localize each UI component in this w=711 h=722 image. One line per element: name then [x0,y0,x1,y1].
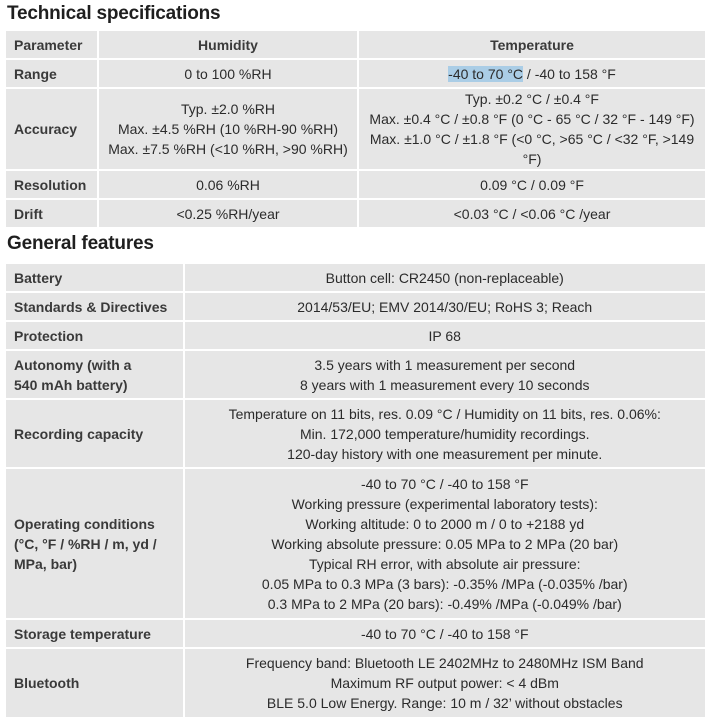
table-row-recording-capacity [6,400,705,467]
bluetooth-value: Frequency band: Bluetooth LE 2402MHz to 2480MHz ISM Band Maximum RF output power: < 4 dBm BLE 5.0 Low Energy. Range: 10 m / 32’ without obstacles [185,649,706,717]
general-features-table [4,262,707,719]
table-row-operating-conditions [6,469,705,618]
header-parameter: Parameter [6,31,97,58]
row-label-recording-capacity: Recording capacity [6,400,183,467]
range-temperature-rest: / -40 to 158 °F [523,65,616,82]
header-temperature: Temperature [359,31,705,58]
resolution-humidity: 0.06 %RH [99,171,357,198]
resolution-temperature: 0.09 °C / 0.09 °F [359,171,705,198]
header-humidity: Humidity [99,31,357,58]
row-label-drift: Drift [6,200,97,227]
drift-humidity: <0.25 %RH/year [99,200,357,227]
row-label-accuracy: Accuracy [6,89,97,169]
table-row-bluetooth [6,649,705,717]
operating-conditions-value: -40 to 70 °C / -40 to 158 °F Working pressure (experimental laboratory tests): Working altitude: 0 to 2000 m / 0 to +2188 yd Working absolute pressure: 0.05 MPa to 2 MPa (20 bar) Typical RH error, with absolute air pressure: 0.05 MPa to 0.3 MPa (3 bars): -0.35% /MPa (-0.035% /bar) 0.3 MPa to 2 MPa (20 bars): -0.49% /MPa (-0.049% /bar) [185,469,706,618]
selected-text-highlight[interactable]: -40 to 70 °C [448,65,524,82]
accuracy-temperature: Typ. ±0.2 °C / ±0.4 °F Max. ±0.4 °C / ±0.8 °F (0 °C - 65 °C / 32 °F - 149 °F) Max. ±1.0 °C / ±1.8 °F (<0 °C, >65 °C / <32 °F, >149 °F) [359,89,705,169]
table-row-range [6,60,705,87]
standards-value: 2014/53/EU; EMV 2014/30/EU; RoHS 3; Reach [185,293,706,320]
table-row-autonomy [6,351,705,398]
table-row-storage-temperature [6,620,705,647]
drift-temperature: <0.03 °C / <0.06 °C /year [359,200,705,227]
row-label-standards: Standards & Directives [6,293,183,320]
row-label-operating-conditions: Operating conditions (°C, °F / %RH / m, yd / MPa, bar) [6,469,183,618]
row-label-range: Range [6,60,97,87]
row-label-bluetooth: Bluetooth [6,649,183,717]
row-label-battery: Battery [6,264,183,291]
table-row-accuracy [6,89,705,169]
table-row-standards [6,293,705,320]
range-humidity: 0 to 100 %RH [99,60,357,87]
general-features-title: General features [7,233,154,254]
accuracy-humidity: Typ. ±2.0 %RH Max. ±4.5 %RH (10 %RH-90 %RH) Max. ±7.5 %RH (<10 %RH, >90 %RH) [99,89,357,169]
row-label-autonomy: Autonomy (with a 540 mAh battery) [6,351,183,398]
table-row-resolution [6,171,705,198]
table-row-protection [6,322,705,349]
table-row-drift [6,200,705,227]
range-temperature [359,60,705,87]
battery-value: Button cell: CR2450 (non-replaceable) [185,264,706,291]
technical-specifications-title: Technical specifications [7,3,221,24]
protection-value: IP 68 [185,322,706,349]
storage-temperature-value: -40 to 70 °C / -40 to 158 °F [185,620,706,647]
recording-capacity-value: Temperature on 11 bits, res. 0.09 °C / Humidity on 11 bits, res. 0.06%: Min. 172,000 temperature/humidity recordings. 120-day history with one measurement per minute. [185,400,706,467]
row-label-protection: Protection [6,322,183,349]
technical-specifications-table [4,29,707,229]
table-header-row [6,31,705,58]
row-label-resolution: Resolution [6,171,97,198]
row-label-storage-temperature: Storage temperature [6,620,183,647]
autonomy-value: 3.5 years with 1 measurement per second 8 years with 1 measurement every 10 seconds [185,351,706,398]
table-row-battery [6,264,705,291]
